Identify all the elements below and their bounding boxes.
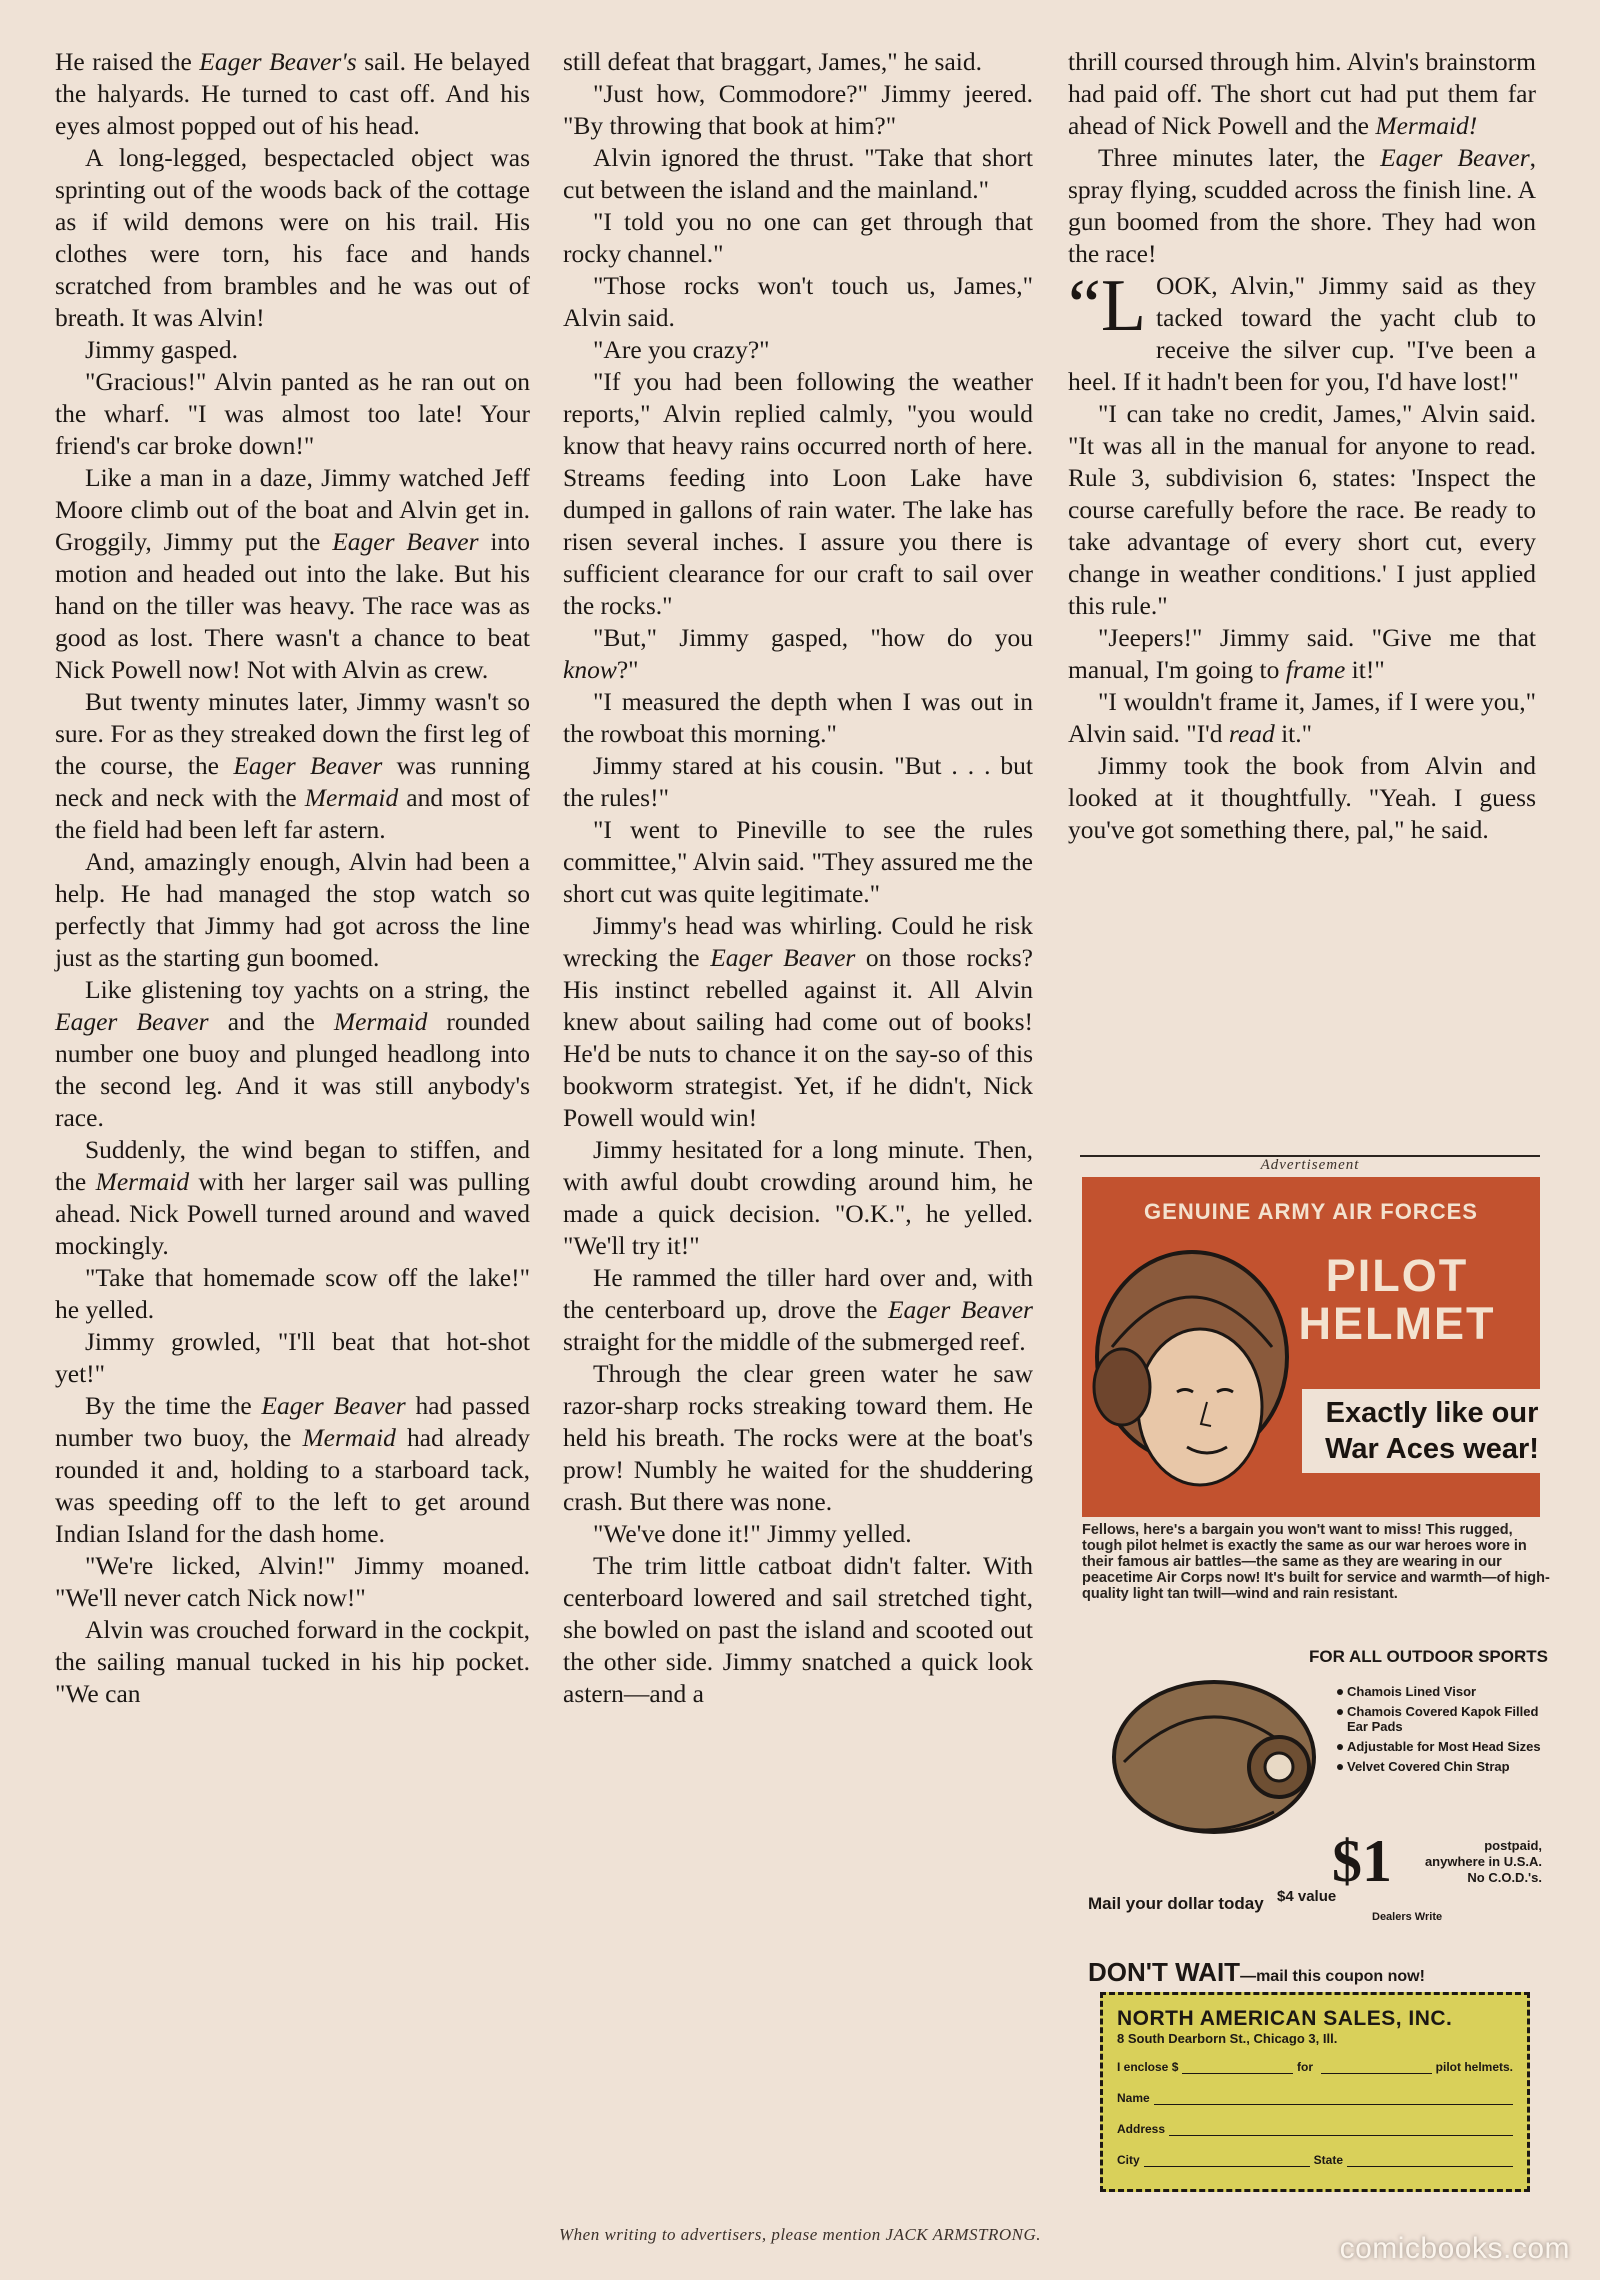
coupon-state-label: State bbox=[1313, 2153, 1344, 2167]
coupon-name-line bbox=[1117, 2091, 1513, 2105]
paragraph: "Are you crazy?" bbox=[593, 335, 770, 364]
order-coupon bbox=[1100, 1992, 1530, 2192]
paragraph: "I went to Pineville to see the rules committee," Alvin said. "They assured me the short cut was quite legitimate." bbox=[563, 815, 1033, 908]
paragraph: Jimmy stared at his cousin. "But . . . but the rules!" bbox=[563, 751, 1033, 812]
paragraph: "Just how, Commodore?" Jimmy jeered. "By throwing that book at him?" bbox=[563, 79, 1033, 140]
pilot-helmet-advertisement bbox=[1082, 1172, 1550, 2167]
pilot-face-illustration bbox=[1082, 1237, 1312, 1507]
story-column-1 bbox=[55, 46, 530, 1710]
ad-feature-item: Chamois Covered Kapok Filled Ear Pads bbox=[1337, 1704, 1547, 1734]
coupon-city-line bbox=[1117, 2153, 1513, 2167]
ad-banner-headline: GENUINE ARMY AIR FORCES bbox=[1144, 1199, 1478, 1224]
coupon-name-label: Name bbox=[1117, 2091, 1150, 2105]
paragraph: "I can take no credit, James," Alvin said. "It was all in the manual for anyone to read. Rule 3, subdivision 6, states: 'Inspect the course carefully before the race. Be ready to take advantage of every short cut, every change in weather conditions.' I just applied this rule." bbox=[1068, 399, 1536, 620]
coupon-for-label: for bbox=[1297, 2060, 1314, 2074]
ad-banner bbox=[1082, 1177, 1540, 1517]
story-column-3 bbox=[1068, 46, 1536, 846]
paragraph: A long-legged, bespectacled object was sprinting out of the woods back of the cottage as if wild demons were on his trail. His clothes were torn, his face and hands scratched from brambles and he was out of breath. It was Alvin! bbox=[55, 143, 530, 332]
ad-title-pilot: PILOT bbox=[1325, 1250, 1469, 1301]
paragraph: Three minutes later, the Eager Beaver, spray flying, scudded across the finish line. A gun boomed from the shore. They had won the race! bbox=[1068, 143, 1536, 268]
paragraph: "I wouldn't frame it, James, if I were you," Alvin said. "I'd read it." bbox=[1068, 687, 1536, 748]
ad-outdoor-sports: FOR ALL OUTDOOR SPORTS bbox=[1309, 1647, 1548, 1666]
drop-cap: “L bbox=[1068, 265, 1147, 347]
coupon-enclose-line bbox=[1117, 2060, 1513, 2074]
coupon-address-line bbox=[1117, 2122, 1513, 2136]
ad-dont-wait bbox=[1088, 1957, 1548, 1988]
paragraph: And, amazingly enough, Alvin had been a help. He had managed the stop watch so perfectly that Jimmy had got across the line just as the starting gun boomed. bbox=[55, 847, 530, 972]
paragraph: Jimmy's head was whirling. Could he risk wrecking the Eager Beaver on those rocks? His instinct rebelled against it. All Alvin knew about sailing had come out of books! He'd be nuts to chance it on the say-so of this bookworm strategist. Yet, if he didn't, Nick Powell would win! bbox=[563, 911, 1033, 1132]
ad-dealers-text: Dealers Write bbox=[1372, 1911, 1443, 1923]
paragraph: thrill coursed through him. Alvin's brainstorm had paid off. The short cut had put them far ahead of Nick Powell and the Mermaid! bbox=[1068, 47, 1536, 140]
coupon-company-name: NORTH AMERICAN SALES, INC. bbox=[1117, 2007, 1453, 2030]
paragraph: Alvin was crouched forward in the cockpit, the sailing manual tucked in his hip pocket. "We can bbox=[55, 1615, 530, 1708]
paragraph: Through the clear green water he saw razor-sharp rocks streaking toward them. He held his breath. The rocks were at the boat's prow! Numbly he waited for the shuddering crash. But there was none. bbox=[563, 1359, 1033, 1516]
paragraph: Alvin ignored the thrust. "Take that short cut between the island and the mainland." bbox=[563, 143, 1033, 204]
paragraph: Jimmy hesitated for a long minute. Then, with awful doubt crowding around him, he made a quick decision. "O.K.", he yelled. "We'll try it!" bbox=[563, 1135, 1033, 1260]
ad-price: $1 bbox=[1332, 1828, 1392, 1894]
coupon-city-label: City bbox=[1117, 2153, 1140, 2167]
coupon-enclose-label: I enclose $ bbox=[1117, 2060, 1179, 2074]
story-column-2 bbox=[563, 46, 1033, 1710]
paragraph: "Take that homemade scow off the lake!" he yelled. bbox=[55, 1263, 530, 1324]
paragraph: Like a man in a daze, Jimmy watched Jeff Moore climb out of the boat and Alvin get in. Groggily, Jimmy put the Eager Beaver into motion and headed out into the lake. But his hand on the tiller was heavy. The race was as good as lost. There wasn't a chance to beat Nick Powell now! Not with Alvin as crew. bbox=[55, 463, 530, 684]
paragraph: "Those rocks won't touch us, James," Alvin said. bbox=[563, 271, 1033, 332]
paragraph: By the time the Eager Beaver had passed number two buoy, the Mermaid had already rounded it and, holding to a starboard tack, was speeding off to the left to get around Indian Island for the dash home. bbox=[55, 1391, 530, 1548]
ad-mail-text: Mail your dollar today bbox=[1088, 1894, 1264, 1913]
paragraph: Like glistening toy yachts on a string, the Eager Beaver and the Mermaid rounded number one buoy and plunged headlong into the second leg. And it was still anybody's race. bbox=[55, 975, 530, 1132]
paragraph: Jimmy took the book from Alvin and looked at it thoughtfully. "Yeah. I guess you've got something there, pal," he said. bbox=[1068, 751, 1536, 844]
paragraph: The trim little catboat didn't falter. With centerboard lowered and sail stretched tight, she bowled on past the island and scooted out the other side. Jimmy snatched a quick look astern—and a bbox=[563, 1551, 1033, 1708]
advertisement-label: Advertisement bbox=[1080, 1155, 1540, 1174]
paragraph: "We're licked, Alvin!" Jimmy moaned. "We'll never catch Nick now!" bbox=[55, 1551, 530, 1612]
coupon-address: 8 South Dearborn St., Chicago 3, Ill. bbox=[1117, 2031, 1338, 2046]
paragraph: "If you had been following the weather reports," Alvin replied calmly, "you would know that heavy rains occurred north of here. Streams feeding into Loon Lake have dumped in gallons of rain water. The lake has risen several inches. I assure you there is sufficient clearance for our craft to sail over the rocks." bbox=[563, 367, 1033, 620]
paragraph: "I told you no one can get through that rocky channel." bbox=[563, 207, 1033, 268]
coupon-state-field[interactable] bbox=[1347, 2156, 1513, 2167]
paragraph: He raised the Eager Beaver's sail. He belayed the halyards. He turned to cast off. And his eyes almost popped out of his head. bbox=[55, 47, 530, 140]
paragraph: "We've done it!" Jimmy yelled. bbox=[593, 1519, 912, 1548]
coupon-amount-field[interactable] bbox=[1182, 2063, 1293, 2074]
coupon-city-field[interactable] bbox=[1144, 2156, 1310, 2167]
paragraph: Suddenly, the wind began to stiffen, and the Mermaid with her larger sail was pulling ahead. Nick Powell turned around and waved mockingly. bbox=[55, 1135, 530, 1260]
page-footer: When writing to advertisers, please mention JACK ARMSTRONG. bbox=[558, 2225, 1041, 2244]
coupon-helmets-label: pilot helmets. bbox=[1435, 2060, 1513, 2074]
ad-dont-wait-sub: —mail this coupon now! bbox=[1240, 1968, 1425, 1985]
paragraph: But twenty minutes later, Jimmy wasn't so sure. For as they streaked down the first leg of the course, the Eager Beaver was running neck and neck with the Mermaid and most of the field had been left far astern. bbox=[55, 687, 531, 844]
ad-value-text: $4 value bbox=[1277, 1888, 1337, 1905]
coupon-address-label: Address bbox=[1117, 2122, 1166, 2136]
ad-postpaid-text: postpaid, anywhere in U.S.A. No C.O.D.'s. bbox=[1424, 1838, 1542, 1885]
paragraph: still defeat that braggart, James," he said. bbox=[563, 47, 982, 76]
coupon-quantity-field[interactable] bbox=[1321, 2063, 1432, 2074]
paragraph: "Jeepers!" Jimmy said. "Give me that manual, I'm going to frame it!" bbox=[1068, 623, 1536, 684]
ad-feature-item: Velvet Covered Chin Strap bbox=[1337, 1759, 1547, 1774]
coupon-address-field[interactable] bbox=[1169, 2125, 1513, 2136]
site-watermark: comicbooks.com bbox=[1339, 2232, 1570, 2265]
paragraph: Jimmy gasped. bbox=[85, 335, 238, 364]
ad-body-text: Fellows, here's a bargain you won't want to miss! This rugged, tough pilot helmet is exactly the same as our war heroes wore in their famous air battles—the same as they are wearing in our peacetime Air Corps now! It's built for service and warmth—of high-quality light tan twill—wind and rain resistant. bbox=[1082, 1522, 1550, 1602]
helmet-illustration bbox=[1104, 1672, 1334, 1842]
coupon-name-field[interactable] bbox=[1154, 2094, 1513, 2105]
ad-feature-item: Adjustable for Most Head Sizes bbox=[1337, 1739, 1547, 1754]
paragraph: "Gracious!" Alvin panted as he ran out on the wharf. "I was almost too late! Your friend's car broke down!" bbox=[55, 367, 530, 460]
paragraph: "But," Jimmy gasped, "how do you know?" bbox=[563, 623, 1033, 684]
ad-dont-wait-title: DON'T WAIT bbox=[1088, 1957, 1241, 1987]
ad-feature-item: Chamois Lined Visor bbox=[1337, 1684, 1547, 1699]
paragraph: Jimmy growled, "I'll beat that hot-shot yet!" bbox=[55, 1327, 530, 1388]
ad-title-helmet: HELMET bbox=[1298, 1298, 1496, 1349]
paragraph: "I measured the depth when I was out in the rowboat this morning." bbox=[563, 687, 1033, 748]
ad-price-row bbox=[1082, 1828, 1552, 1923]
paragraph: “LOOK, Alvin," Jimmy said as they tacked toward the yacht club to receive the silver cup. "I've been a heel. If it hadn't been for you, I'd have lost!" bbox=[1068, 265, 1536, 396]
ad-slogan: Exactly like our War Aces wear! bbox=[1302, 1389, 1562, 1473]
ad-feature-list bbox=[1337, 1684, 1547, 1779]
paragraph: He rammed the tiller hard over and, with the centerboard up, drove the Eager Beaver straight for the middle of the submerged reef. bbox=[563, 1263, 1033, 1356]
